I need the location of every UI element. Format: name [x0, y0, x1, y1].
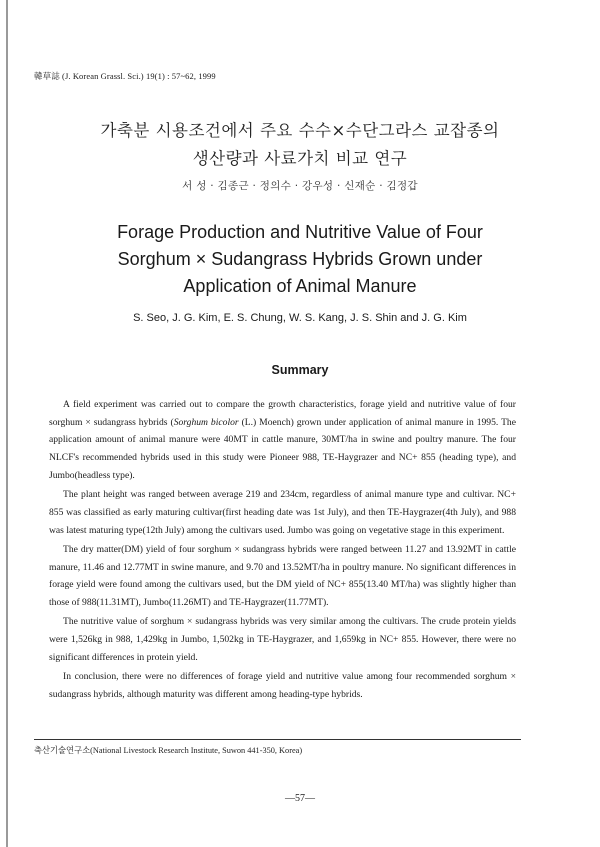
- summary-paragraph-5: In conclusion, there were no differences of forage yield and nutritive value among four recommended sorghum × sudangrass hybrids, although maturity was different among heading-type hybrids.: [49, 670, 516, 700]
- korean-title-line-2: 생산량과 사료가치 비교 연구: [192, 149, 408, 168]
- footnote-divider: [34, 739, 521, 740]
- english-title-line-1: Forage Production and Nutritive Value of Four: [117, 222, 483, 242]
- summary-paragraph-4: The nutritive value of sorghum × sudangrass hybrids was very similar among the cultivars. The crude protein yields were 1,526kg in 988, 1,429kg in Jumbo, 1,502kg in TE-Haygrazer, and 1,659kg in NC+ 855. However, there were no significant differences in protein yield.: [49, 616, 516, 663]
- page-number: —57—: [285, 793, 315, 804]
- summary-paragraph-3: The dry matter(DM) yield of four sorghum × sudangrass hybrids were ranged between 11.27 and 13.92MT in cattle manure, 11.46 and 12.77MT in swine manure, and 9.70 and 13.52MT/ha in poultry manure. No significant differences in forage yield were found among the cultivars used, but the DM yield of NC+ 855(13.40 MT/ha) was slightly higher than those of 988(11.31MT), Jumbo(11.26MT) and TE-Haygrazer(11.77MT).: [49, 543, 516, 608]
- affiliation-english: (National Livestock Research Institute, Suwon 441-350, Korea): [90, 746, 303, 755]
- korean-authors: 서 성 · 김종근 · 정의수 · 강우성 · 신재순 · 김정갑: [182, 180, 418, 192]
- affiliation-footnote: [34, 744, 302, 756]
- summary-body: [49, 396, 516, 705]
- summary-heading: Summary: [271, 363, 329, 377]
- summary-paragraph-2: The plant height was ranged between average 219 and 234cm, regardless of animal manure type and cultivar. NC+ 855 was classified as early maturing cultivar(first heading date was 1st July), and then TE-Haygrazer(4th July), and 988 was latest maturing type(12th July) among the cultivars used. Jumbo was going on vegetative stage in this experiment.: [49, 489, 516, 536]
- english-title-line-3: Application of Animal Manure: [183, 276, 417, 296]
- journal-reference: 韓草誌 (J. Korean Grassl. Sci.) 19(1) : 57~62, 1999: [34, 71, 216, 81]
- species-name: Sorghum bicolor: [173, 416, 239, 428]
- english-title-line-2: Sorghum × Sudangrass Hybrids Grown under: [117, 249, 483, 269]
- summary-p1-pre: A field experiment was carried out to compare the growth characteristics, forage yield and nutritive value of four sorghum × sudangrass hybrids (: [49, 399, 516, 428]
- english-authors: S. Seo, J. G. Kim, E. S. Chung, W. S. Kang, J. S. Shin and J. G. Kim: [133, 312, 467, 324]
- affiliation-korean: 축산기술연구소: [34, 745, 91, 755]
- korean-title-line-1: 가축분 시용조건에서 주요 수수×수단그라스 교잡종의: [100, 121, 500, 140]
- summary-p1-post: (L.) Moench) grown under application of animal manure in 1995. The application amount of animal manure were 40MT in cattle manure, 30MT/ha in swine and poultry manure. The four NLCF's recommended hybrids used in this study were Pioneer 988, TE-Haygrazer and NC+ 855 (heading type), and Jumbo(headless type).: [49, 416, 516, 481]
- summary-paragraph-1: [49, 396, 516, 485]
